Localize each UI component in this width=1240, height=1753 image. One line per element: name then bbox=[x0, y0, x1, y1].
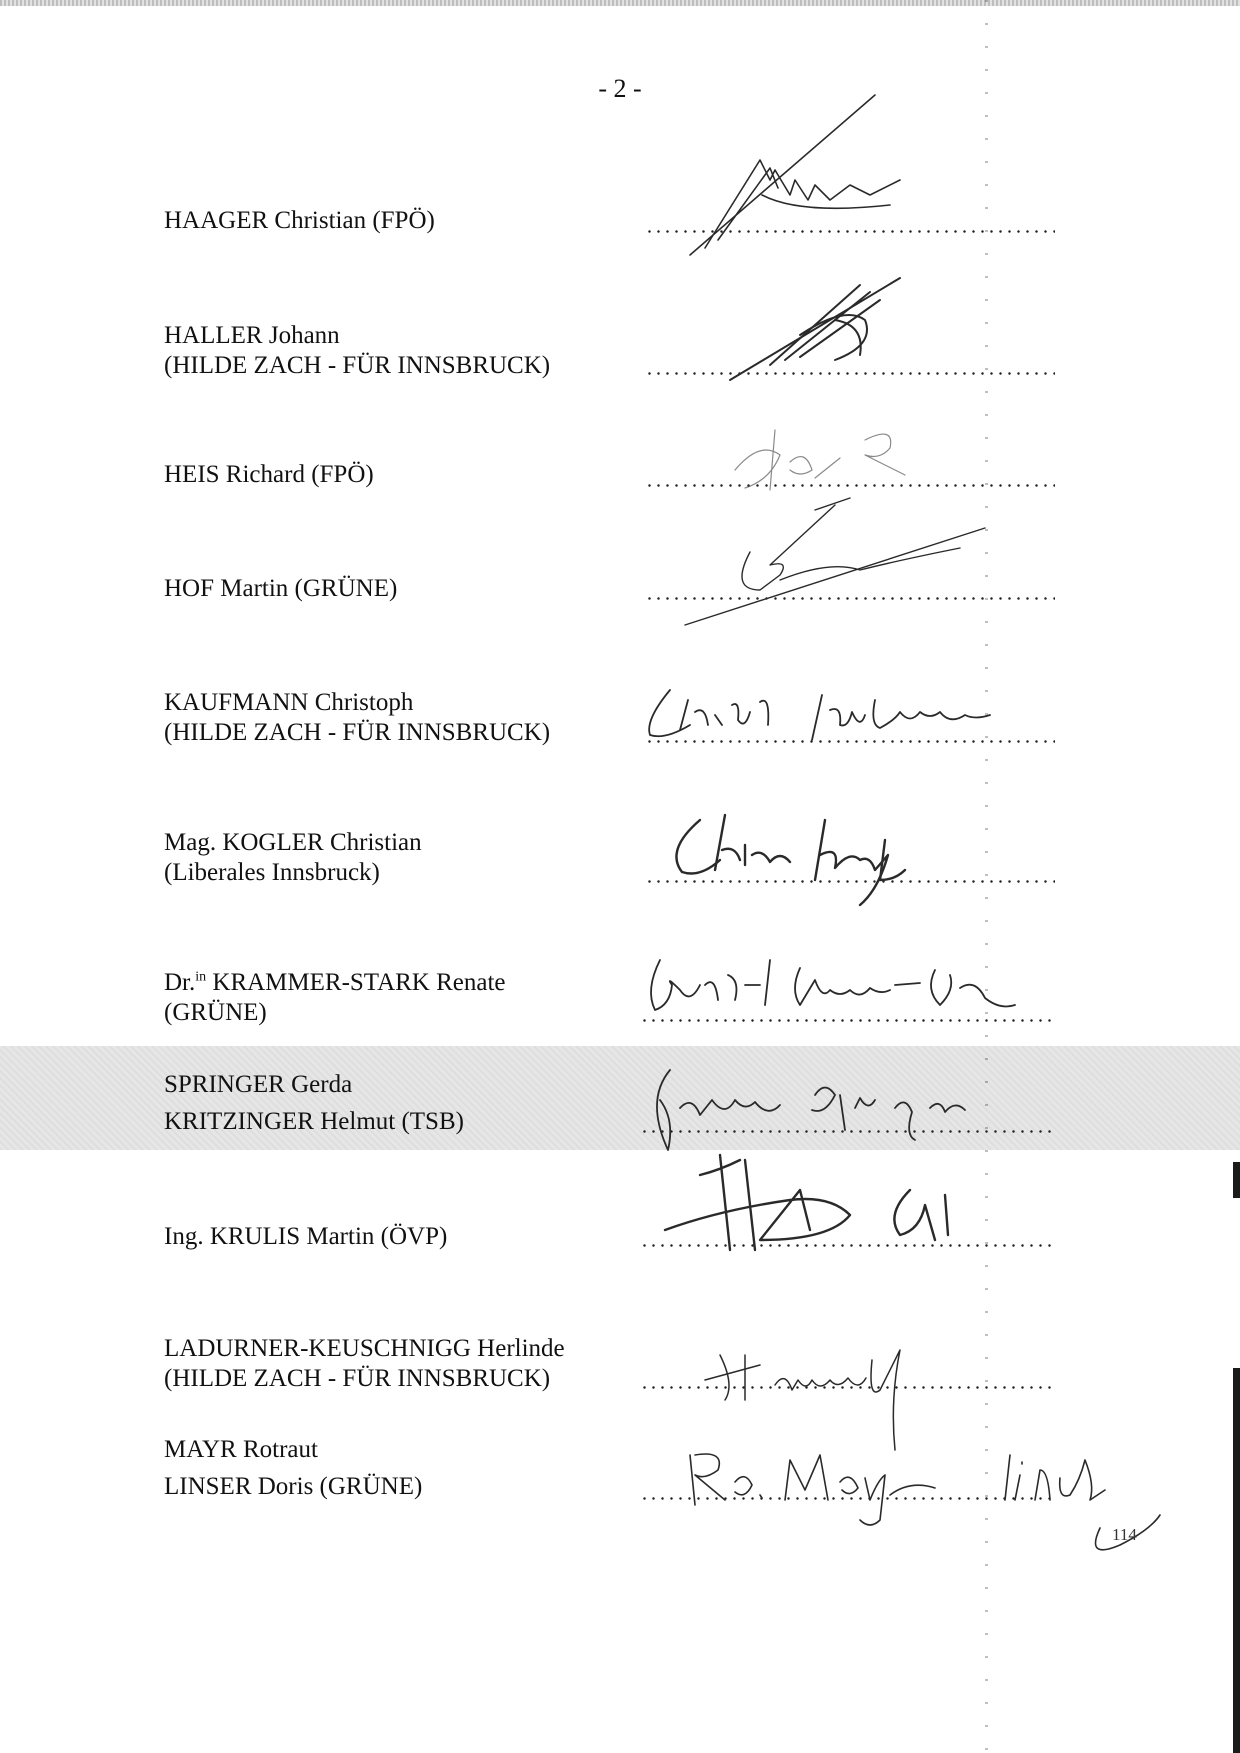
signature-hof bbox=[685, 498, 985, 625]
member-name: Ing. KRULIS Martin (ÖVP) bbox=[164, 1223, 448, 1250]
member-title-superscript: in bbox=[195, 969, 207, 985]
member-title: Dr. bbox=[164, 969, 196, 996]
member-name: KAUFMANN Christoph bbox=[164, 689, 414, 716]
member-name: SPRINGER Gerda bbox=[164, 1071, 353, 1098]
signature-haager bbox=[690, 95, 900, 255]
signature-haller bbox=[730, 278, 900, 380]
signature-krammer-stark bbox=[651, 960, 1015, 1010]
signature-heis bbox=[735, 430, 905, 490]
member-name: LADURNER-KEUSCHNIGG Herlinde bbox=[164, 1335, 565, 1362]
member-name-text: KRAMMER-STARK Renate bbox=[212, 969, 506, 996]
signature-ladurner bbox=[705, 1350, 900, 1450]
member-name: Mag. KOGLER Christian bbox=[164, 829, 422, 856]
member-party: (GRÜNE) bbox=[164, 999, 267, 1026]
member-name: HAAGER Christian (FPÖ) bbox=[164, 207, 435, 234]
page-number: - 2 - bbox=[598, 74, 642, 103]
member-party: (HILDE ZACH - FÜR INNSBRUCK) bbox=[164, 719, 551, 746]
signature-krulis bbox=[665, 1155, 948, 1250]
member-name: MAYR Rotraut bbox=[164, 1436, 318, 1463]
signature-springer bbox=[657, 1070, 965, 1150]
member-name: HALLER Johann bbox=[164, 322, 340, 349]
member-name: HEIS Richard (FPÖ) bbox=[164, 461, 374, 488]
margin-note: 114 bbox=[1112, 1525, 1137, 1544]
member-name: HOF Martin (GRÜNE) bbox=[164, 575, 398, 602]
signature-kaufmann bbox=[649, 690, 990, 740]
member-name: LINSER Doris (GRÜNE) bbox=[164, 1473, 423, 1500]
signature-mayr bbox=[690, 1454, 1160, 1550]
member-name: KRITZINGER Helmut (TSB) bbox=[164, 1108, 464, 1135]
signature-kogler bbox=[676, 815, 905, 905]
member-party: (HILDE ZACH - FÜR INNSBRUCK) bbox=[164, 352, 551, 379]
member-party: (Liberales Innsbruck) bbox=[164, 859, 380, 886]
member-party: (HILDE ZACH - FÜR INNSBRUCK) bbox=[164, 1365, 551, 1392]
